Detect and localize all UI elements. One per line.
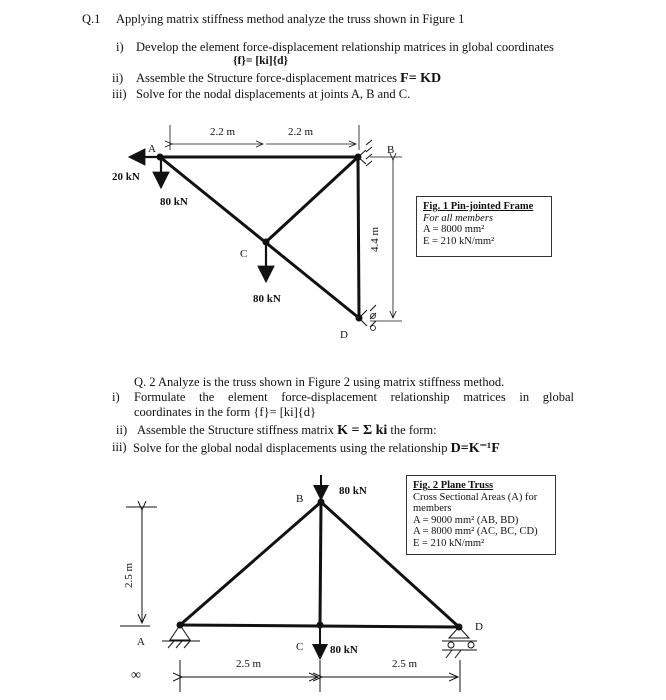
fig1-node-a: A — [148, 143, 156, 155]
figure-1 — [112, 125, 402, 341]
fig2-stray-mark: ∞ — [131, 668, 141, 683]
fig1-dim-height: 4.4 m — [369, 226, 381, 252]
fig1-legend-subtitle: For all members — [423, 212, 493, 224]
q1-title: Applying matrix stiffness method analyze the truss shown in Figure 1 — [116, 12, 465, 26]
q1-item-1: Develop the element force-displacement relationship matrices in global coordinates — [136, 40, 554, 54]
q2-item-3-formula: D=K⁻¹F — [450, 441, 500, 456]
q2-item-1-line2: coordinates in the form {f}= [ki]{d} — [134, 405, 317, 419]
fig1-load-a-vertical: 80 kN — [160, 196, 188, 208]
fig1-node-c: C — [240, 248, 248, 260]
fig1-dim-left: 2.2 m — [210, 126, 236, 138]
member-cb — [266, 157, 358, 242]
q1-item-1-num: i) — [116, 40, 124, 54]
q1-item-3-num: iii) — [112, 87, 127, 101]
q2-item-3 — [133, 440, 500, 457]
fig1-legend-title: Fig. 1 Pin-jointed Frame — [423, 201, 534, 212]
fig2-node-b: B — [296, 493, 304, 505]
fig2-legend-line4: A = 8000 mm² (AC, BC, CD) — [413, 526, 538, 537]
fig1-load-a-horizontal: 20 kN — [112, 171, 140, 183]
fig1-legend-area: A = 8000 mm² — [423, 224, 485, 235]
q2-item-3-num: iii) — [112, 440, 127, 454]
q1-equation: {f}= [ki]{d} — [233, 55, 289, 67]
fig2-dim-right: 2.5 m — [392, 658, 418, 670]
q1-item-2-num: ii) — [112, 71, 124, 85]
fig2-load-b: 80 kN — [339, 485, 367, 497]
fig2-node-a: A — [137, 636, 145, 648]
q2-intro: Q. 2 Analyze is the truss shown in Figure 2 using matrix stiffness method. — [134, 375, 505, 389]
q2-item-2-formula: K = Σ ki — [337, 423, 388, 438]
q1-item-2-formula: F= KD — [400, 71, 442, 86]
q2-item-2-text: Assemble the Structure stiffness matrix — [137, 423, 334, 437]
fig2-load-c: 80 kN — [330, 644, 358, 656]
fig2-dim-height: 2.5 m — [123, 562, 135, 588]
member-bc — [320, 502, 321, 625]
fig1-dim-right: 2.2 m — [288, 126, 314, 138]
member-ab — [180, 502, 321, 625]
q2-item-2 — [137, 423, 437, 439]
fig2-node-c: C — [296, 641, 304, 653]
q2-item-3-text: Solve for the global nodal displacements using the relationship — [133, 441, 448, 455]
member-bd — [358, 157, 359, 318]
fig2-legend-line2: members — [413, 503, 452, 514]
q1-item-2-text: Assemble the Structure force-displacement matrices — [136, 71, 398, 85]
fig1-legend-box — [416, 196, 552, 257]
q2-item-2-num: ii) — [116, 423, 128, 437]
fig1-legend-modulus: E = 210 kN/mm² — [423, 235, 495, 247]
q2-item-1: Formulate the element force-displacement relationship matrices in global — [134, 390, 574, 404]
fig2-node-d: D — [475, 621, 483, 633]
q2-item-1-num: i) — [112, 390, 120, 404]
fig2-legend-box — [406, 475, 556, 555]
q1-number: Q.1 — [82, 12, 101, 26]
fig1-node-d: D — [340, 329, 348, 341]
fig2-legend-line5: E = 210 kN/mm² — [413, 537, 485, 549]
fig2-legend-line3: A = 9000 mm² (AB, BD) — [413, 514, 519, 526]
fig1-node-b: B — [387, 144, 395, 156]
fig2-legend-line1: Cross Sectional Areas (A) for — [413, 491, 538, 503]
fig2-legend-title: Fig. 2 Plane Truss — [413, 480, 494, 491]
q2-item-2-tail: the form: — [390, 423, 437, 437]
fig1-load-c: 80 kN — [253, 293, 281, 305]
fig1-loads — [130, 157, 266, 281]
q1-item-3: Solve for the nodal displacements at joints A, B and C. — [136, 87, 411, 101]
fig2-dim-left: 2.5 m — [236, 658, 262, 670]
